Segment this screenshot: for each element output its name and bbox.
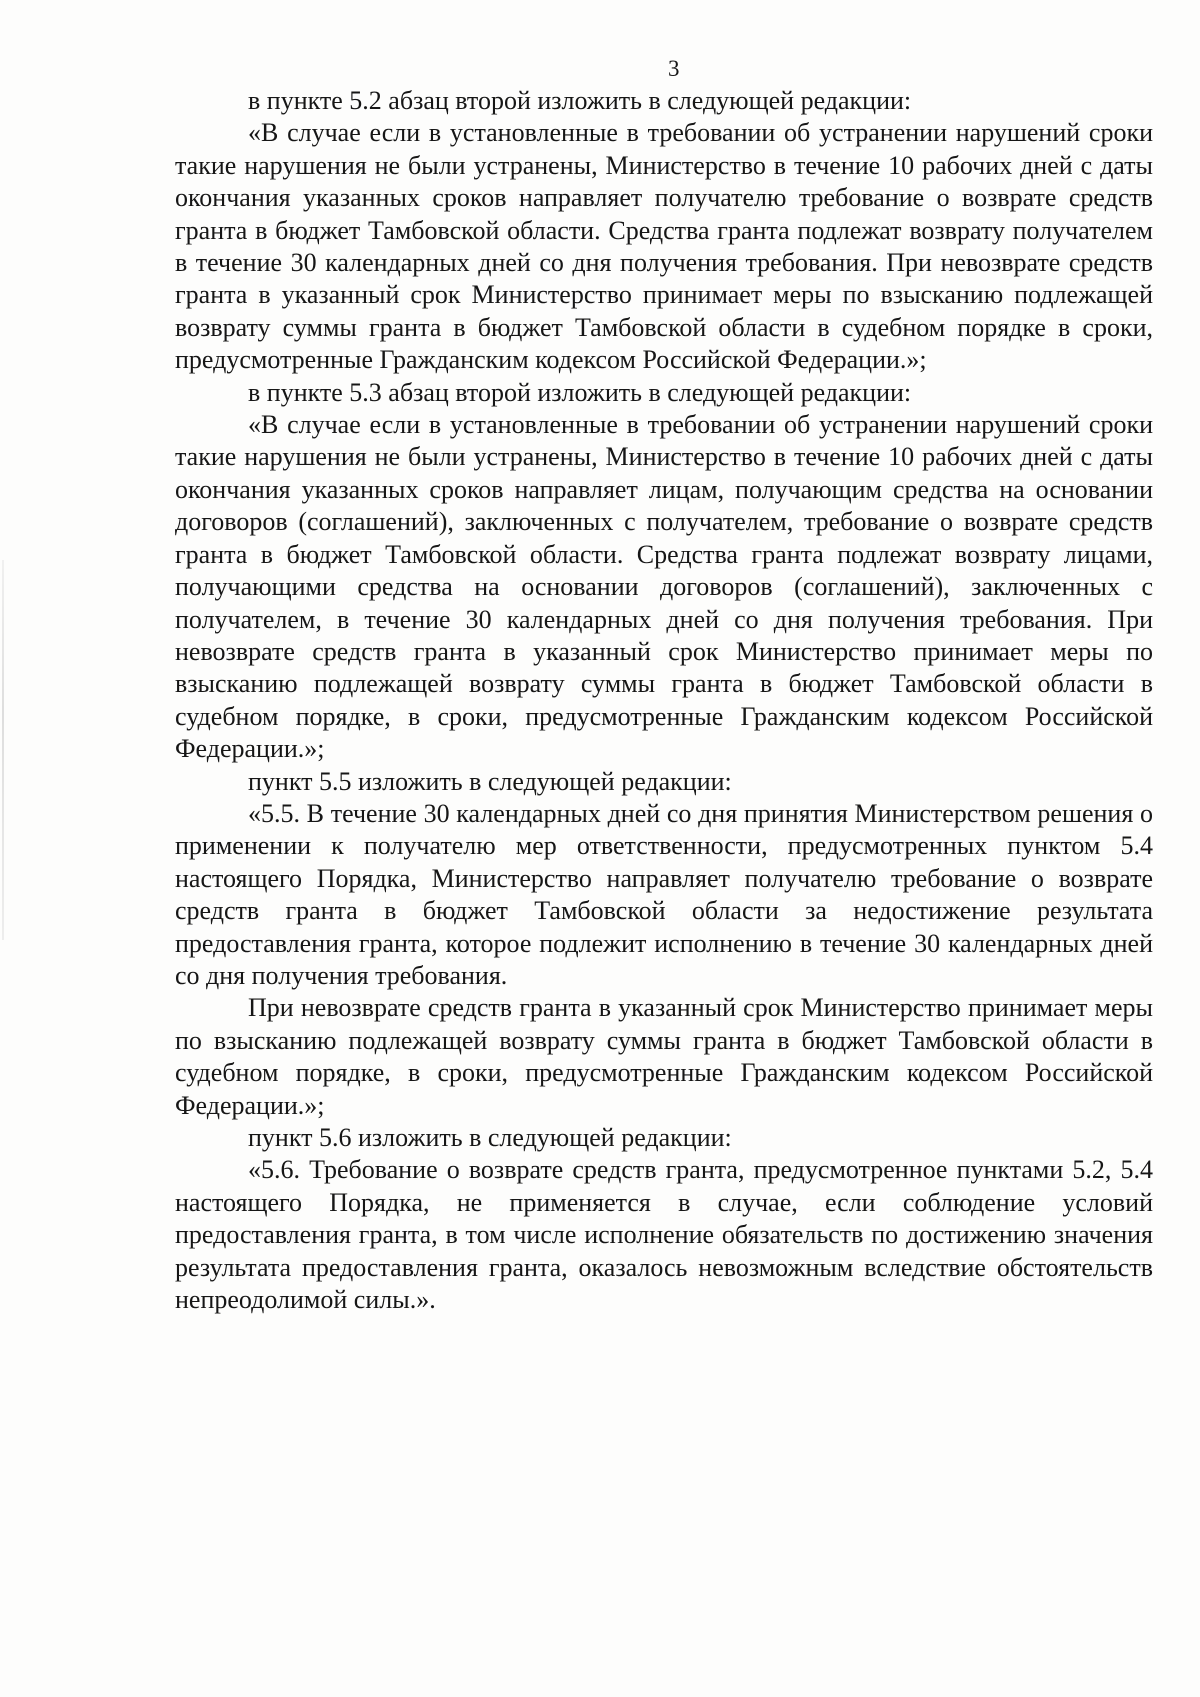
paragraph-amend-5-3-intro: в пункте 5.3 абзац второй изложить в следующей редакции: xyxy=(248,377,912,407)
scan-edge-mark xyxy=(2,560,4,940)
page-number: 3 xyxy=(668,56,680,81)
paragraph-amend-5-6-intro: пункт 5.6 изложить в следующей редакции: xyxy=(248,1123,732,1152)
paragraph-amend-5-5-intro: пункт 5.5 изложить в следующей редакции: xyxy=(248,766,732,796)
paragraph-amend-5-3-text: «В случае если в установленные в требовании об устранении нарушений сроки такие нарушения не были устранены, Министерство в течение 10 рабочих дней с даты окончания указанных сроков направляет лицам, получающим средства на основании договоров (соглашений), заключенных с получателем, требование о возврате средств гранта в бюджет Тамбовской области. Средства гранта подлежат возврату лицами, получающими средства на основании договоров (соглашений), заключенных с получателем, в течение 30 календарных дней со дня получения требования. При невозврате средств гранта в указанный срок Министерство принимает меры по взысканию подлежащей возврату суммы гранта в бюджет Тамбовской области в судебном порядке, в сроки, предусмотренные Гражданским кодексом Российской Федерации.»; xyxy=(175,410,1153,764)
document-body xyxy=(175,85,1153,1316)
paragraph-amend-5-5-text-continued: При невозврате средств гранта в указанный срок Министерство принимает меры по взысканию подлежащей возврату суммы гранта в бюджет Тамбовской области в судебном порядке, в сроки, предусмотренные Гражданским кодексом Российской Федерации.»; xyxy=(175,993,1153,1120)
paragraph-amend-5-2-intro: в пункте 5.2 абзац второй изложить в следующей редакции: xyxy=(248,86,912,115)
paragraph-amend-5-6-text: «5.6. Требование о возврате средств гранта, предусмотренное пунктами 5.2, 5.4 настоящего Порядка, не применяется в случае, если соблюдение условий предоставления гранта, в том числе исполнение обязательств по достижению значения результата предоставления гранта, оказалось невозможным вследствие обстоятельств непреодолимой силы.». xyxy=(175,1155,1153,1315)
paragraph-amend-5-5-text: «5.5. В течение 30 календарных дней со дня принятия Министерством решения о применении к получателю мер ответственности, предусмотренных пунктом 5.4 настоящего Порядка, Министерство направляет получателю требование о возврате средств гранта в бюджет Тамбовской области за недостижение результата предоставления гранта, которое подлежит исполнению в течение 30 календарных дней со дня получения требования. xyxy=(175,798,1153,990)
paragraph-amend-5-2-text: «В случае если в установленные в требовании об устранении нарушений сроки такие нарушения не были устранены, Министерство в течение 10 рабочих дней с даты окончания указанных сроков направляет получателю требование о возврате средств гранта в бюджет Тамбовской области. Средства гранта подлежат возврату получателем в течение 30 календарных дней со дня получения требования. При невозврате средств гранта в указанный срок Министерство принимает меры по взысканию подлежащей возврату суммы гранта в бюджет Тамбовской области в судебном порядке в сроки, предусмотренные Гражданским кодексом Российской Федерации.»; xyxy=(175,118,1153,375)
